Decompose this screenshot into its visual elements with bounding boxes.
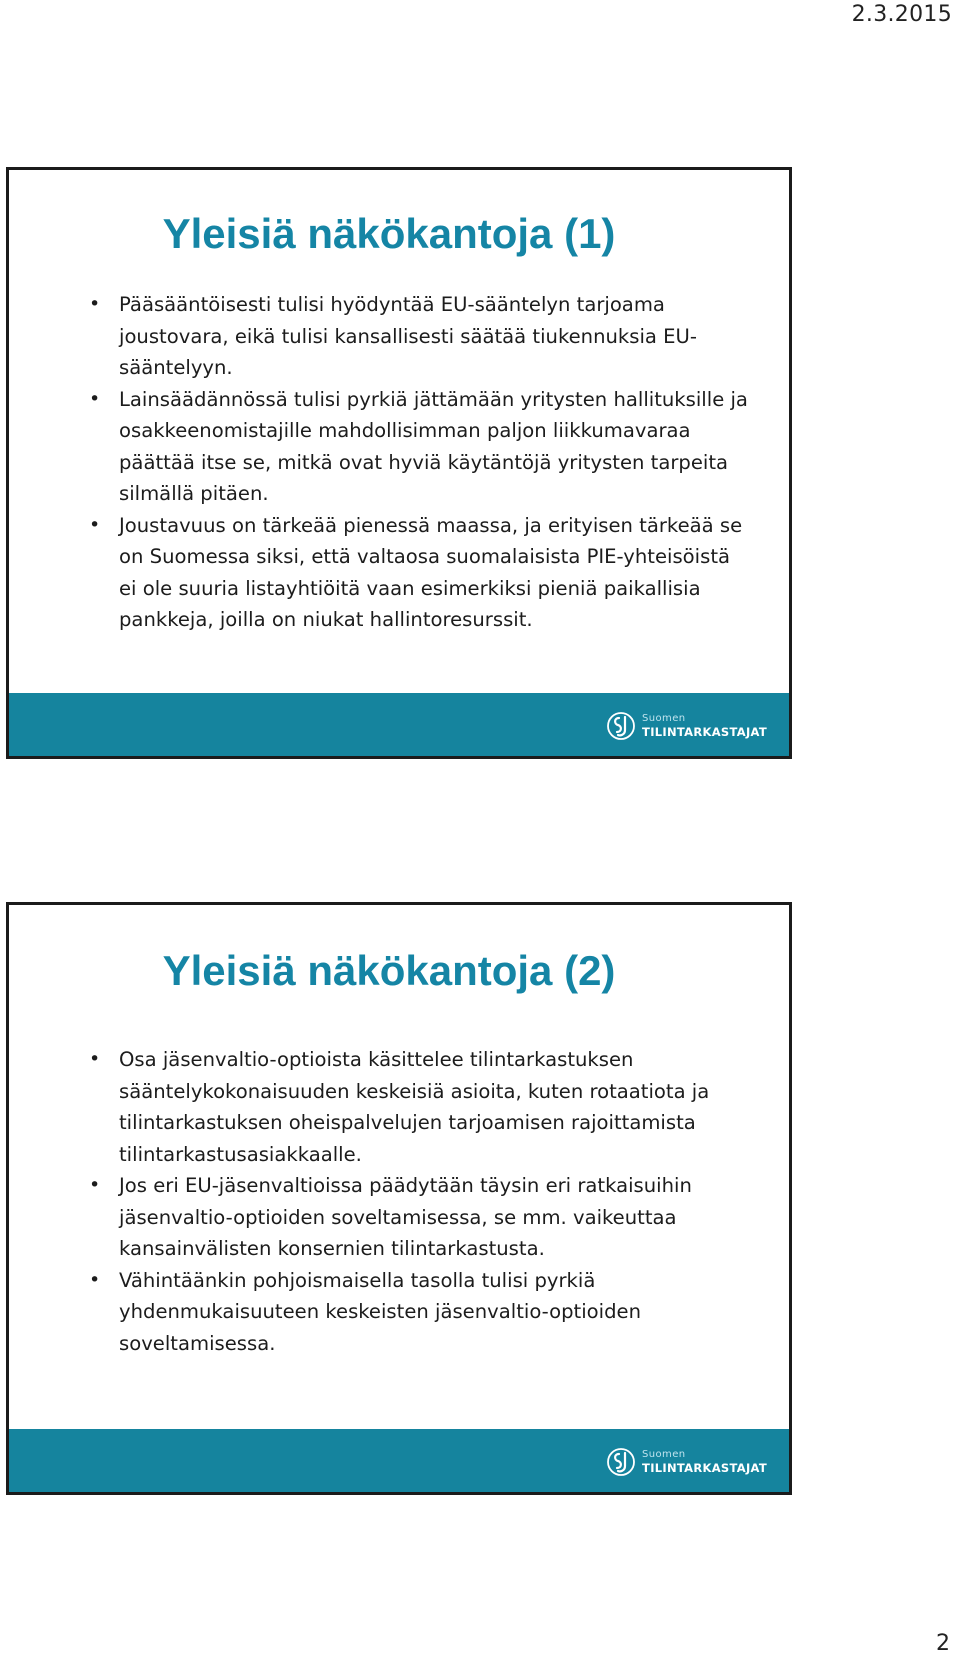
- bullet-item: [89, 1044, 751, 1170]
- slide-title: Yleisiä näkökantoja (2): [162, 947, 616, 994]
- bullet-text: Pääsääntöisesti tulisi hyödyntää EU-sääntelyn tarjoama joustovara, eikä tulisi kansallisesti säätää tiukennuksia EU-sääntelyyn.: [119, 293, 697, 379]
- bullet-text: Joustavuus on tärkeää pienessä maassa, ja erityisen tärkeää se on Suomessa siksi, että valtaosa suomalaisista PIE-yhteisöistä ei ole suuria listayhtiöitä vaan esimerkiksi pieniä paikallisia pankkeja, joilla on niukat hallintoresurssit.: [119, 513, 743, 631]
- bullet-icon: •: [89, 1268, 101, 1291]
- bullet-icon: •: [89, 1048, 101, 1070]
- bullet-text: Osa jäsenvaltio-optioista käsittelee tilintarkastuksen sääntelykokonaisuuden keskeisiä asioita, kuten rotaatiota ja tilintarkastuksen oheispalvelujen tarjoamisen rajoittamista tilintarkastusasiakkaalle.: [119, 1048, 710, 1166]
- bullet-text: Jos eri EU-jäsenvaltioissa päädytään täysin eri ratkaisuihin jäsenvaltio-optioiden soveltamisessa, se mm. vaikeuttaa kansainvälisten konsernien tilintarkastusta.: [119, 1174, 692, 1260]
- logo-top-text: Suomen: [642, 1448, 686, 1460]
- logo-top-text: Suomen: [642, 712, 686, 724]
- logo-bottom-text: TILINTARKASTAJAT: [642, 724, 767, 739]
- bullet-item: [89, 384, 751, 510]
- bullet-icon: •: [89, 293, 101, 315]
- page-number: 2: [936, 1631, 950, 1656]
- bullet-item: [89, 510, 751, 636]
- slide-title: Yleisiä näkökantoja (1): [162, 210, 616, 257]
- bullet-text: Lainsäädännössä tulisi pyrkiä jättämään yritysten hallituksille ja osakkeenomistajille mahdollisimman paljon liikkumavaraa päättää itse se, mitkä ovat hyviä käytäntöjä yritysten tarpeita silmällä pitäen.: [119, 387, 748, 505]
- bullet-text: Vähintäänkin pohjoismaisella tasolla tulisi pyrkiä yhdenmukaisuuteen keskeisten jäsenvaltio-optioiden soveltamisessa.: [119, 1268, 641, 1355]
- bullet-list: [89, 1044, 751, 1359]
- sj-logo-icon: [606, 711, 636, 741]
- bullet-item: [89, 1265, 751, 1360]
- organization-logo: [606, 1445, 767, 1479]
- sj-logo-icon: [606, 1447, 636, 1477]
- slide-footer-band: [9, 1429, 789, 1492]
- bullet-item: [89, 1170, 751, 1265]
- bullet-icon: •: [89, 1174, 101, 1196]
- logo-bottom-text: TILINTARKASTAJAT: [642, 1460, 767, 1475]
- slide-footer-band: [9, 693, 789, 756]
- bullet-item: [89, 289, 751, 384]
- bullet-list: [89, 289, 751, 636]
- slide-2: [6, 902, 792, 1495]
- slide-1: [6, 167, 792, 759]
- organization-logo: [606, 709, 767, 743]
- page-date: 2.3.2015: [851, 2, 952, 27]
- bullet-icon: •: [89, 513, 101, 536]
- bullet-icon: •: [89, 387, 101, 410]
